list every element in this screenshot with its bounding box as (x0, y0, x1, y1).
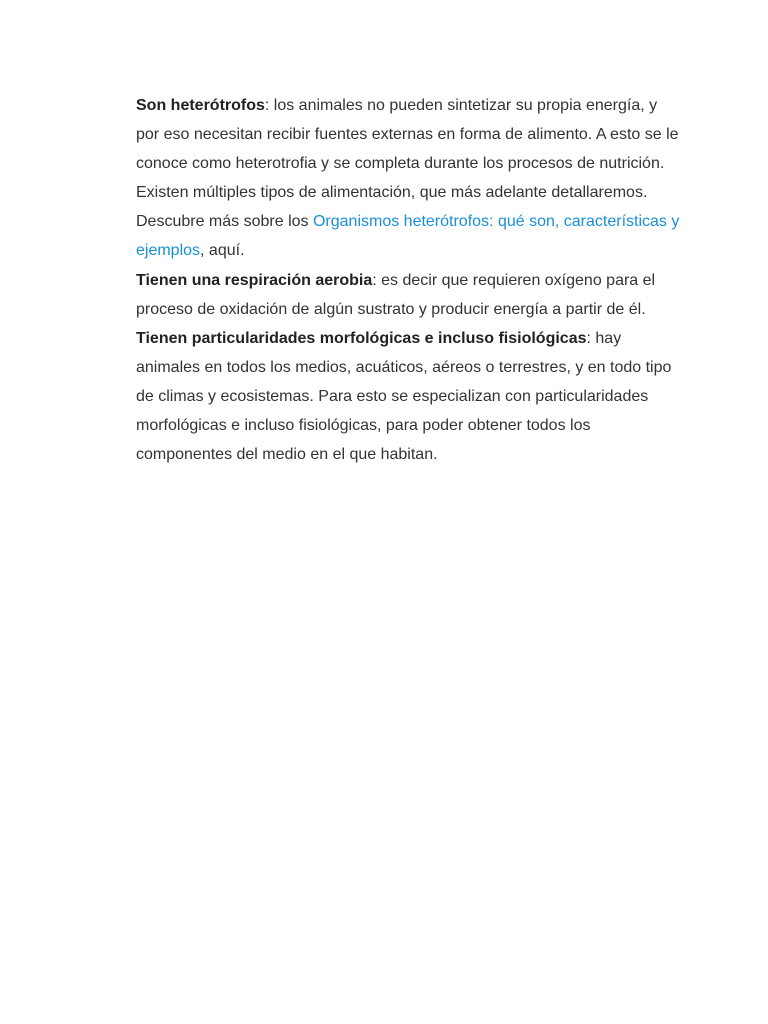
paragraph-text: : es decir que requieren oxígeno para el proceso de oxidación de algún sustrato y producir energía a partir de él. (136, 271, 656, 318)
bold-heading-aerobic: Tienen una respiración aerobia (136, 271, 373, 289)
paragraph-heterotrophs (136, 91, 681, 266)
paragraph-text: , aquí. (200, 242, 245, 260)
bold-heading-morphological: Tienen particularidades morfológicas e incluso fisiológicas (136, 329, 587, 347)
bold-heading-heterotrophs: Son heterótrofos (136, 97, 265, 114)
article-body (136, 91, 681, 469)
paragraph-text: : hay animales en todos los medios, acuáticos, aéreos o terrestres, y en todo tipo de climas y ecosistemas. Para esto se especializan con particularidades morfológicas e incluso fisiológicas, para poder obtener todos los componentes del medio en el que habitan. (136, 329, 672, 464)
paragraph-aerobic-respiration (136, 266, 681, 324)
paragraph-text: : los animales no pueden sintetizar su propia energía, y por eso necesitan recibir fuentes externas en forma de alimento. A esto se le conoce como heterotrofia y se completa durante los procesos de nutrición. Existen múltiples tipos de alimentación, que más adelante detallaremos. Descubre más sobre los (136, 97, 679, 231)
paragraph-morphological (136, 324, 681, 469)
link-heterotrophic-organisms[interactable]: Organismos heterótrofos: qué son, características y ejemplos (136, 213, 680, 260)
